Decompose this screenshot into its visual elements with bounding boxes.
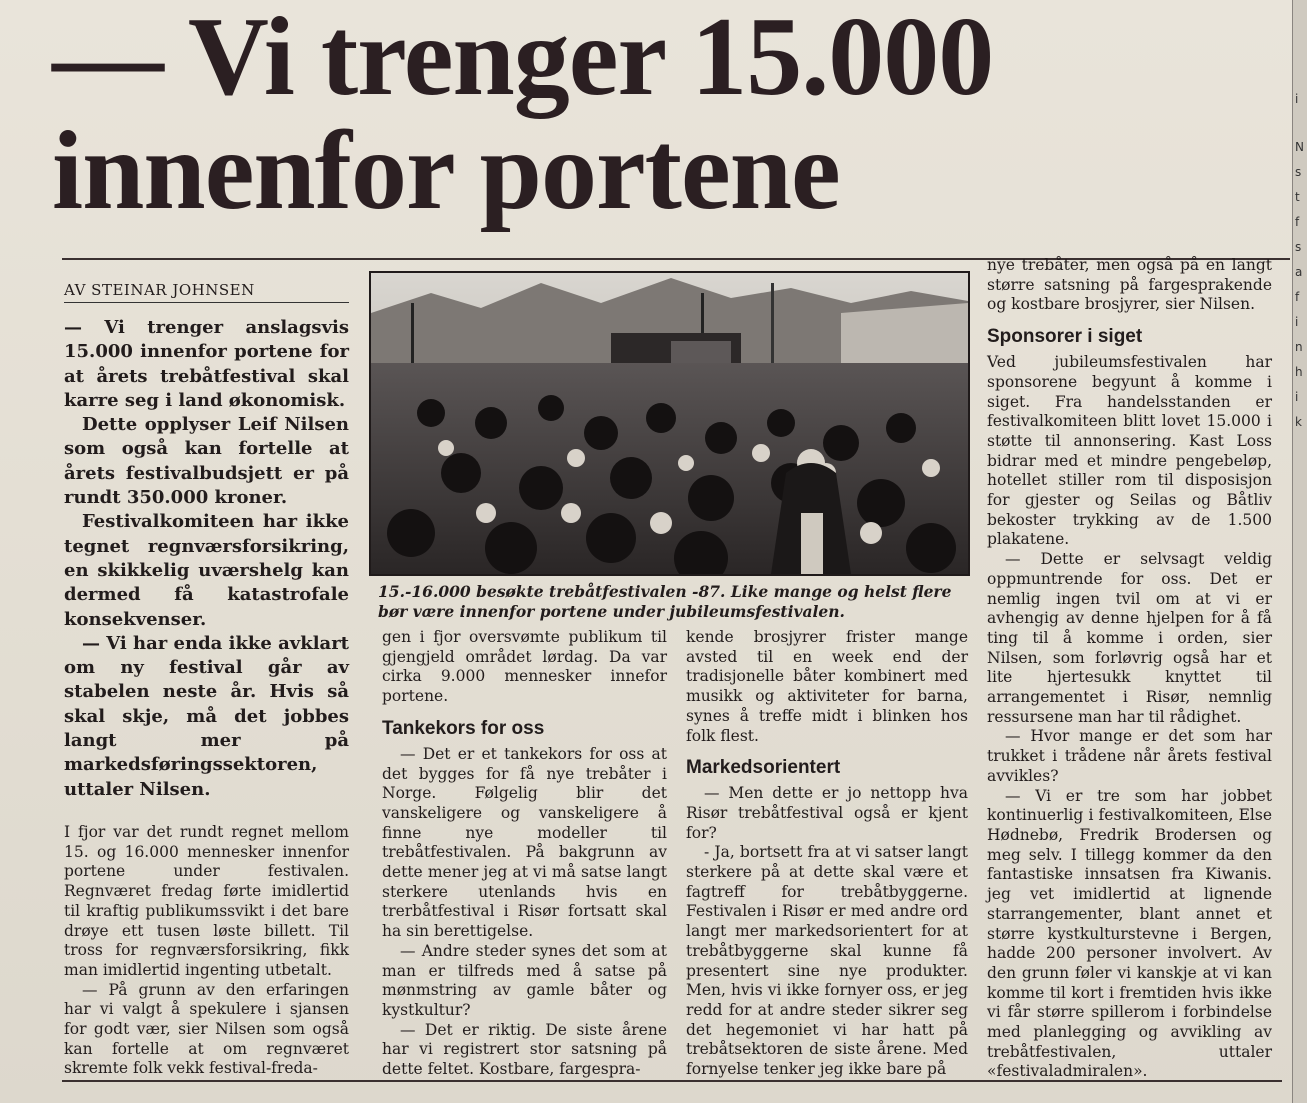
edge-char: t bbox=[1295, 190, 1300, 204]
edge-char: k bbox=[1295, 415, 1302, 429]
subheading-markedsorientert: Markedsorientert bbox=[686, 757, 841, 779]
body-paragraph: — Men dette er jo nettopp hva Risør trebåtfestival også er kjent for? bbox=[686, 784, 968, 842]
bottom-rule bbox=[62, 1080, 1282, 1082]
headline bbox=[52, 0, 1292, 233]
subheading-sponsorer: Sponsorer i siget bbox=[987, 326, 1143, 348]
byline: AV STEINAR JOHNSEN bbox=[64, 281, 349, 303]
edge-char: f bbox=[1295, 290, 1300, 304]
column-1 bbox=[64, 823, 349, 1079]
subheading-tankekors: Tankekors for oss bbox=[382, 717, 545, 739]
body-paragraph: — På grunn av den erfaringen har vi valgt å spekulere i sjansen for godt vær, sier Nilsen som også kan fortelle at om regnværet skremte folk vekk festival-freda- bbox=[64, 980, 349, 1078]
festival-crowd-photo bbox=[369, 271, 970, 576]
lead-paragraph: Festivalkomiteen har ikke tegnet regnværsforsikring, en skikkelig uværshelg kan dermed få katastrofale konsekvenser. bbox=[64, 511, 349, 630]
edge-char: h bbox=[1295, 365, 1303, 379]
lead-paragraphs bbox=[64, 316, 349, 802]
column-2 bbox=[382, 628, 667, 1080]
edge-char: i bbox=[1295, 390, 1299, 404]
body-paragraph: - Ja, bortsett fra at vi satser langt sterkere på at dette skal være et fagtreff for trebåtbyggerne. Festivalen i Risør er med andre ord langt mer markedsorientert for at trebåtbyggerne skal kunne få presentert sine nye produkter. Men, hvis vi ikke fornyer oss, er jeg redd for at andre steder sikrer seg det hegemoniet vi har hatt på trebåtsektoren de siste årene. Med fornyelse tenker jeg ikke bare på bbox=[686, 843, 968, 1079]
column-4 bbox=[987, 256, 1272, 1082]
body-paragraph: kende brosjyrer frister mange avsted til en week end der tradisjonelle båter kombinert med musikk og aktiviteter for barna, synes å treffe midt i blinken hos folk flest. bbox=[686, 628, 968, 745]
body-paragraph: — Hvor mange er det som har trukket i trådene når årets festival avvikles? bbox=[987, 727, 1272, 785]
crowd-photo-drawing bbox=[371, 273, 968, 574]
edge-char: N bbox=[1295, 140, 1304, 154]
edge-char: i bbox=[1295, 92, 1299, 106]
headline-line-1: — Vi trenger 15.000 bbox=[52, 0, 994, 119]
lead-paragraph: — Vi trenger anslagsvis 15.000 innenfor portene for at årets trebåtfestival skal karre seg i land økonomisk. bbox=[64, 317, 349, 411]
column-3 bbox=[686, 628, 968, 1080]
body-paragraph: nye trebåter, men også på en langt større satsning på fargesprakende og kostbare brosjyrer, sier Nilsen. bbox=[987, 256, 1272, 314]
edge-char: a bbox=[1295, 265, 1303, 279]
body-paragraph: — Vi er tre som har jobbet kontinuerlig i festivalkomiteen, Else Hødnebø, Fredrik Brodersen og meg selv. I tillegg kommer da den fantastiske innsatsen fra Kiwanis. jeg vet imidlertid at lignende starrangementer, blant annet et større kystkulturstevne i Bergen, hadde 200 personer involvert. Av den grunn føler vi kanskje at vi kan komme til kort i fremtiden hvis ikke vi får større spillerom i forbindelse med planlegging og avvikling av trebåtfestivalen, uttaler «festivaladmiralen». bbox=[987, 786, 1272, 1081]
body-paragraph: — Andre steder synes det som at man er tilfreds med å satse på mønmstring av gamle båter og kystkultur? bbox=[382, 941, 667, 1019]
body-paragraph: gen i fjor oversvømte publikum til gjengjeld området lørdag. Da var cirka 9.000 mennesker innefor portene. bbox=[382, 628, 667, 706]
body-paragraph: — Det er et tankekors for oss at det bygges for få nye trebåter i Norge. Følgelig blir det vanskeligere og vanskeligere å finne nye modeller til trebåtfestivalen. På bakgrunn av dette mener jeg at vi må satse langt sterkere utenlands hvis en trerbåtfestival i Risør fortsatt skal ha sin berettigelse. bbox=[382, 744, 667, 941]
body-paragraph: I fjor var det rundt regnet mellom 15. og 16.000 mennesker innenfor portene under festivalen. Regnværet fredag førte imidlertid til kraftig publikumssvikt i det bare drøye ett tusen løste billett. Til tross for regnværsforsikring, fikk man imidlertid ingenting utbetalt. bbox=[64, 823, 349, 979]
edge-char: f bbox=[1295, 215, 1300, 229]
lead-paragraph: — Vi har enda ikke avklart om ny festival går av stabelen neste år. Hvis så skal skje, må det jobbes langt mer på markedsføringssektoren, uttaler Nilsen. bbox=[64, 632, 349, 800]
photo-caption: 15.-16.000 besøkte trebåtfestivalen -87. Like mange og helst flere bør være innenfor portene under jubileumsfestivalen. bbox=[378, 582, 952, 621]
headline-line-2: innenfor portene bbox=[52, 109, 840, 233]
body-paragraph: — Det er riktig. De siste årene har vi registrert stor satsning på dette feltet. Kostbare, fargespra- bbox=[382, 1020, 667, 1079]
body-paragraph: Ved jubileumsfestivalen har sponsorene begyunt å komme i siget. Fra handelsstanden er festivalkomiteen blitt lovet 15.000 i støtte til annonsering. Kast Loss bidrar med et mindre pengebeløp, hotellet stiller rom til disposisjon for gjester og Seilas og Båtliv bekoster trykking av de 1.500 plakatene. bbox=[987, 353, 1272, 549]
edge-char: n bbox=[1295, 340, 1303, 354]
edge-char: i bbox=[1295, 315, 1299, 329]
edge-char: s bbox=[1295, 240, 1302, 254]
adjacent-page-edge bbox=[1292, 0, 1307, 1103]
body-paragraph: — Dette er selvsagt veldig oppmuntrende for oss. Det er nemlig ingen tvil om at vi er avhengig av denne hjelpen for å få ting til å komme i orden, sier Nilsen, som forløvrig også har et lite hjertesukk knyttet til arrangementet i Risør, nemnlig ressursene man har til rådighet. bbox=[987, 550, 1272, 726]
lead-paragraph: Dette opplyser Leif Nilsen som også kan fortelle at årets festivalbudsjett er på rundt 350.000 kroner. bbox=[64, 414, 349, 509]
edge-char: s bbox=[1295, 165, 1302, 179]
